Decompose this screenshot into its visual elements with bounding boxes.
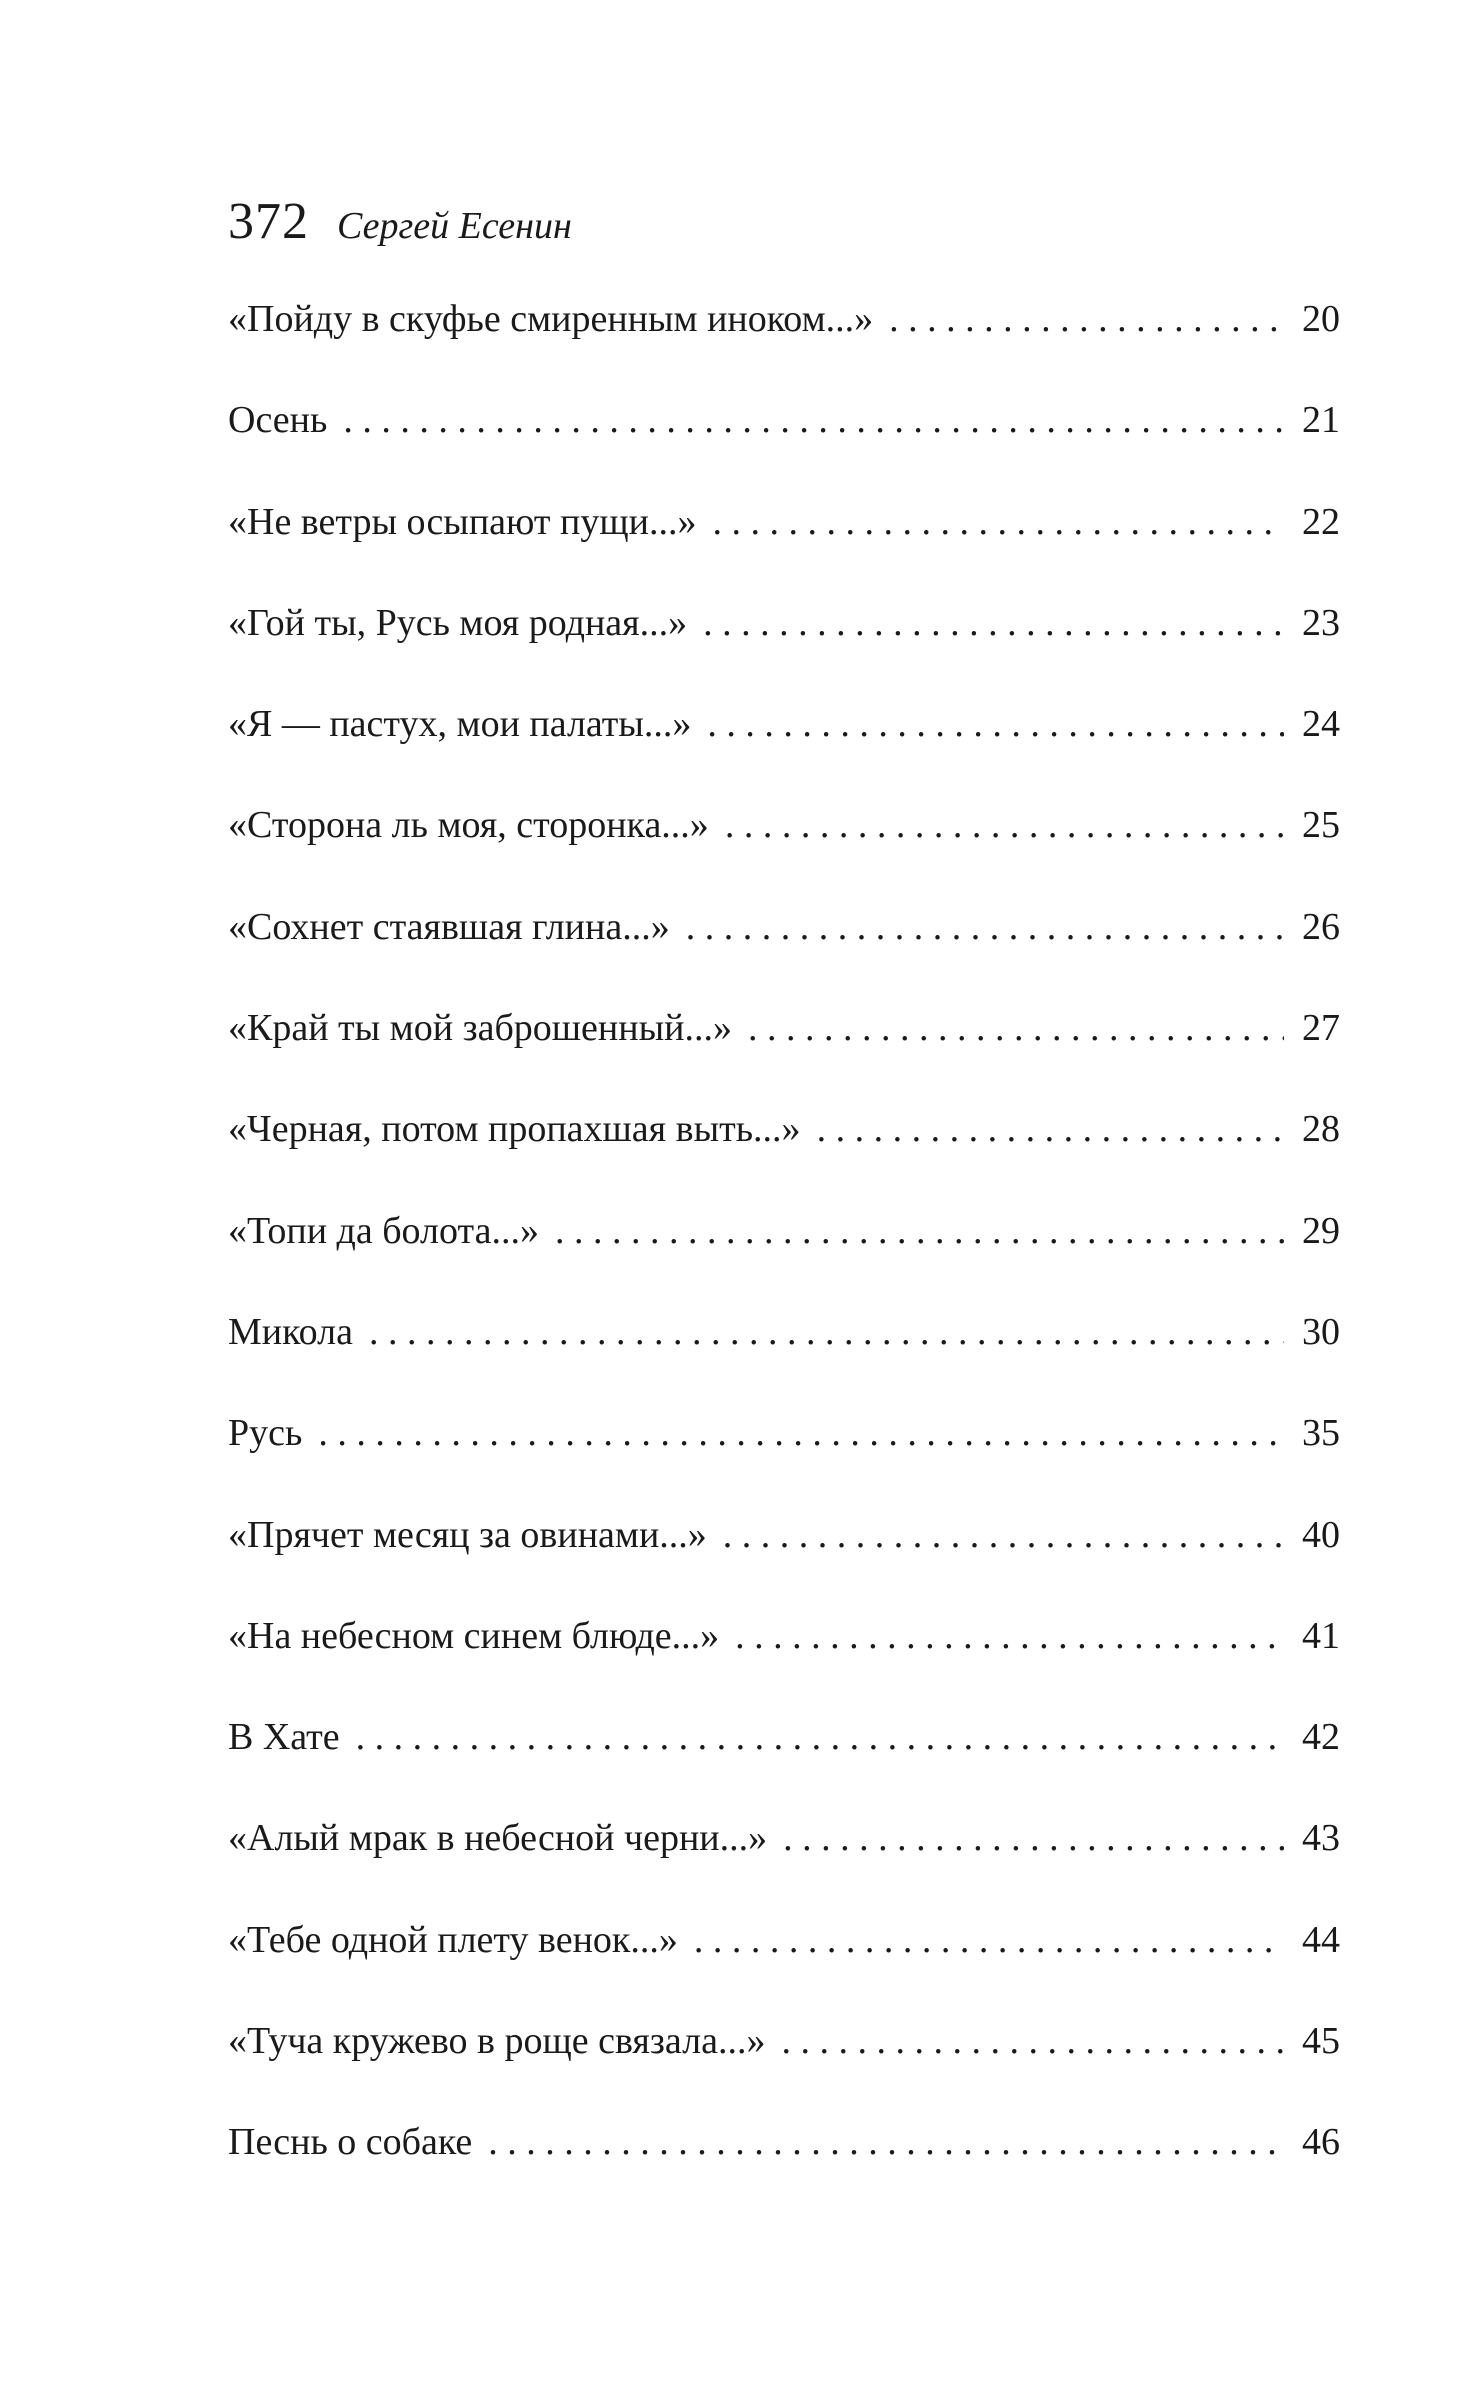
toc-entry-page: 20 bbox=[1302, 298, 1340, 340]
toc-entry-title: В Хате bbox=[228, 1716, 340, 1759]
dot-leader bbox=[369, 1299, 1284, 1365]
toc-entry bbox=[228, 1907, 1340, 2008]
toc-entry-page: 41 bbox=[1302, 1614, 1340, 1657]
toc-entry-page: 30 bbox=[1302, 1310, 1340, 1353]
dot-leader bbox=[781, 2008, 1284, 2074]
toc-entry-page: 43 bbox=[1302, 1817, 1340, 1860]
toc-entry-title: «Я — пастух, мои палаты...» bbox=[228, 703, 692, 746]
running-head-author: Сергей Есенин bbox=[337, 205, 572, 247]
toc-entry bbox=[228, 590, 1340, 691]
dot-leader bbox=[555, 1198, 1284, 1264]
toc-entry-page: 45 bbox=[1302, 2020, 1340, 2063]
dot-leader bbox=[735, 1603, 1284, 1669]
toc-entry bbox=[228, 1096, 1340, 1197]
toc-entry bbox=[228, 2109, 1340, 2210]
dot-leader bbox=[725, 792, 1284, 858]
toc-entry-title: «Не ветры осыпают пущи...» bbox=[228, 500, 697, 543]
toc-entry bbox=[228, 489, 1340, 590]
toc-entry bbox=[228, 792, 1340, 893]
toc-entry-title: «Пойду в скуфье смиренным иноком...» bbox=[228, 298, 874, 340]
toc-entry-page: 25 bbox=[1302, 804, 1340, 847]
toc-entry bbox=[228, 1603, 1340, 1704]
toc-entry-title: «Алый мрак в небесной черни...» bbox=[228, 1817, 768, 1860]
toc-entry-page: 42 bbox=[1302, 1716, 1340, 1759]
toc-entry-page: 28 bbox=[1302, 1108, 1340, 1151]
toc-entry-title: «Сохнет стаявшая глина...» bbox=[228, 905, 670, 948]
toc-entry-page: 46 bbox=[1302, 2121, 1340, 2164]
toc-entry bbox=[228, 1198, 1340, 1299]
toc-entry bbox=[228, 286, 1340, 387]
toc-entry-page: 40 bbox=[1302, 1513, 1340, 1556]
table-of-contents bbox=[228, 286, 1340, 2211]
dot-leader bbox=[694, 1907, 1284, 1973]
toc-entry-title: «Туча кружево в роще связала...» bbox=[228, 2020, 766, 2063]
toc-entry bbox=[228, 894, 1340, 995]
dot-leader bbox=[707, 691, 1284, 757]
toc-entry-title: «Прячет месяц за овинами...» bbox=[228, 1513, 707, 1556]
dot-leader bbox=[783, 1805, 1284, 1871]
toc-entry-title: «На небесном синем блюде...» bbox=[228, 1614, 720, 1657]
toc-entry-page: 22 bbox=[1302, 500, 1340, 543]
toc-entry-title: Русь bbox=[228, 1412, 303, 1455]
dot-leader bbox=[817, 1096, 1284, 1162]
toc-entry-page: 23 bbox=[1302, 601, 1340, 644]
toc-entry-page: 29 bbox=[1302, 1209, 1340, 1252]
toc-entry-page: 21 bbox=[1302, 399, 1340, 442]
dot-leader bbox=[318, 1400, 1284, 1466]
dot-leader bbox=[488, 2109, 1284, 2175]
dot-leader bbox=[356, 1704, 1284, 1770]
toc-entry-page: 35 bbox=[1302, 1412, 1340, 1455]
toc-entry-title: «Топи да болота...» bbox=[228, 1209, 539, 1252]
dot-leader bbox=[712, 489, 1284, 555]
toc-entry-title: Песнь о собаке bbox=[228, 2121, 473, 2164]
toc-entry-title: «Тебе одной плету венок...» bbox=[228, 1918, 678, 1961]
toc-entry-title: «Сторона ль моя, сторонка...» bbox=[228, 804, 709, 847]
dot-leader bbox=[703, 590, 1284, 656]
toc-entry bbox=[228, 2008, 1340, 2109]
running-head bbox=[228, 192, 572, 251]
toc-entry bbox=[228, 1299, 1340, 1400]
toc-entry bbox=[228, 1400, 1340, 1501]
dot-leader bbox=[748, 995, 1284, 1061]
toc-entry-page: 44 bbox=[1302, 1918, 1340, 1961]
toc-entry-title: «Край ты мой заброшенный...» bbox=[228, 1007, 732, 1050]
toc-entry-title: «Черная, потом пропахшая выть...» bbox=[228, 1108, 801, 1151]
toc-entry bbox=[228, 691, 1340, 792]
toc-entry bbox=[228, 387, 1340, 488]
dot-leader bbox=[723, 1502, 1284, 1568]
toc-entry-page: 27 bbox=[1302, 1007, 1340, 1050]
toc-entry-title: Осень bbox=[228, 399, 328, 442]
toc-entry-page: 26 bbox=[1302, 905, 1340, 948]
toc-entry-page: 24 bbox=[1302, 703, 1340, 746]
dot-leader bbox=[889, 286, 1284, 352]
dot-leader bbox=[343, 387, 1284, 453]
toc-entry-title: «Гой ты, Русь моя родная...» bbox=[228, 601, 688, 644]
toc-entry bbox=[228, 1805, 1340, 1906]
toc-entry bbox=[228, 995, 1340, 1096]
toc-entry bbox=[228, 1502, 1340, 1603]
page-number: 372 bbox=[228, 193, 309, 250]
dot-leader bbox=[686, 894, 1284, 960]
toc-entry bbox=[228, 1704, 1340, 1805]
toc-entry-title: Микола bbox=[228, 1310, 353, 1353]
